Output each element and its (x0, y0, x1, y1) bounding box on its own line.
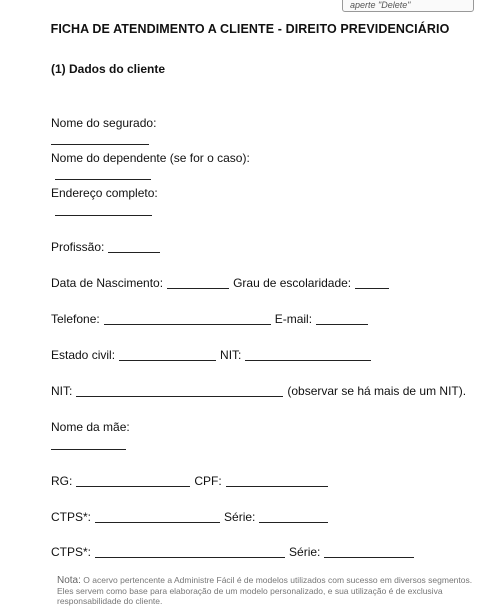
nit-observation: (observar se há mais de um NIT). (287, 384, 467, 398)
estado-civil-row (51, 348, 371, 362)
serie2-label: Série: (289, 545, 321, 559)
dependente-row (51, 151, 250, 165)
telefone-row (51, 312, 368, 326)
note-text: O acervo pertencente a Administre Fácil é de modelos utilizados com sucesso em diversos segmentos. Eles servem como base para elaboração de um modelo personalizado, e sua utilização é de exclusiva responsabilidade do cliente. (57, 575, 473, 606)
endereco-label: Endereço completo: (51, 186, 158, 200)
estado-civil-field[interactable] (119, 349, 216, 361)
nit-label: NIT: (220, 348, 242, 362)
escolaridade-field[interactable] (355, 277, 389, 289)
telefone-label: Telefone: (51, 312, 100, 326)
nit-field[interactable] (245, 349, 371, 361)
endereco-row (51, 186, 158, 200)
segurado-field[interactable] (51, 133, 149, 145)
mae-label: Nome da mãe: (51, 420, 130, 434)
serie2-field[interactable] (324, 546, 414, 558)
endereco-field-row (55, 204, 152, 217)
nit-long-row (51, 384, 466, 398)
nascimento-field[interactable] (167, 277, 229, 289)
serie1-label: Série: (224, 510, 256, 524)
cpf-label: CPF: (194, 474, 222, 488)
estado-civil-label: Estado civil: (51, 348, 116, 362)
segurado-field-row (51, 133, 149, 146)
ctps2-label: CTPS*: (51, 545, 92, 559)
email-label: E-mail: (274, 312, 313, 326)
nascimento-row (51, 276, 389, 290)
rg-field[interactable] (76, 475, 190, 487)
delete-hint-text: aperte "Delete" (350, 0, 411, 10)
section-heading: (1) Dados do cliente (51, 62, 166, 76)
email-field[interactable] (316, 313, 368, 325)
nascimento-label: Data de Nascimento: (51, 276, 164, 290)
mae-field-row (51, 438, 126, 451)
nit2-field[interactable] (76, 385, 283, 397)
segurado-label: Nome do segurado: (51, 116, 157, 130)
serie1-field[interactable] (259, 511, 328, 523)
mae-field[interactable] (51, 438, 126, 450)
profissao-label: Profissão: (51, 240, 105, 254)
profissao-field[interactable] (108, 241, 160, 253)
ctps1-field[interactable] (95, 511, 220, 523)
ctps1-row (51, 510, 328, 524)
endereco-field[interactable] (55, 204, 152, 216)
note-label: Nota: (57, 575, 81, 586)
page-title: FICHA DE ATENDIMENTO A CLIENTE - DIREITO PREVIDENCIÁRIO (50, 22, 450, 36)
nit2-label: NIT: (51, 384, 73, 398)
cpf-field[interactable] (226, 475, 328, 487)
escolaridade-label: Grau de escolaridade: (233, 276, 352, 290)
segurado-row (51, 116, 156, 130)
delete-hint-box (342, 0, 474, 12)
ctps1-label: CTPS*: (51, 510, 92, 524)
ctps2-field[interactable] (95, 546, 285, 558)
telefone-field[interactable] (104, 313, 271, 325)
dependente-label: Nome do dependente (se for o caso): (51, 151, 250, 165)
rg-label: RG: (51, 474, 73, 488)
profissao-row (51, 240, 160, 254)
mae-row (51, 420, 130, 434)
rg-row (51, 474, 328, 488)
footer-note (57, 575, 477, 606)
dependente-field-row (55, 168, 151, 181)
dependente-field[interactable] (55, 168, 151, 180)
ctps2-row (51, 545, 414, 559)
